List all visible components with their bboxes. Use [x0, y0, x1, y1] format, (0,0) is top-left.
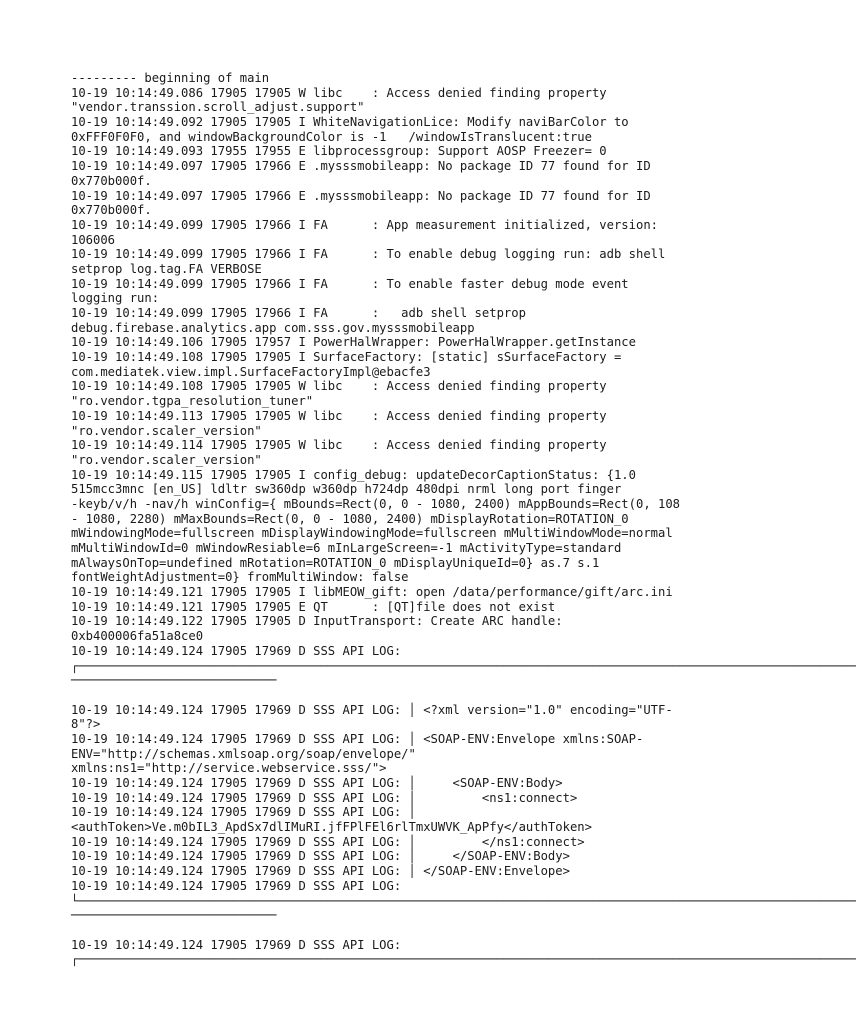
log-line: "vendor.transsion.scroll_adjust.support"	[71, 100, 365, 115]
blank-line	[71, 923, 711, 938]
log-line: --------- beginning of main	[71, 71, 270, 85]
log-line: 10-19 10:14:49.124 17905 17969 D SSS API LOG:	[71, 937, 402, 952]
log-line: mWindowingMode=fullscreen mDisplayWindowingMode=fullscreen mMultiWindowMode=normal	[71, 526, 673, 541]
box-border-line: ┌──────────────────────────────────────────────────────────────────────────────────────────────────────────	[71, 952, 856, 967]
log-line: ENV="http://schemas.xmlsoap.org/soap/envelope/"	[71, 746, 416, 761]
log-line: -keyb/v/h -nav/h winConfig={ mBounds=Rect(0, 0 - 1080, 2400) mAppBounds=Rect(0, 108	[71, 496, 681, 511]
box-border-line: ────────────────────────────	[71, 673, 277, 688]
log-line: 10-19 10:14:49.092 17905 17905 I WhiteNavigationLice: Modify naviBarColor to	[71, 115, 629, 130]
log-line: xmlns:ns1="http://service.webservice.sss/">	[71, 761, 387, 776]
log-line: - 1080, 2280) mMaxBounds=Rect(0, 0 - 1080, 2400) mDisplayRotation=ROTATION_0	[71, 511, 629, 526]
log-line: fontWeightAdjustment=0} fromMultiWindow: false	[71, 570, 409, 585]
log-line: 10-19 10:14:49.108 17905 17905 I SurfaceFactory: [static] sSurfaceFactory =	[71, 350, 622, 365]
log-line: setprop log.tag.FA VERBOSE	[71, 261, 262, 276]
log-line: "ro.vendor.scaler_version"	[71, 452, 262, 467]
log-line: com.mediatek.view.impl.SurfaceFactoryImpl@ebacfe3	[71, 364, 431, 379]
log-line: 10-19 10:14:49.124 17905 17969 D SSS API LOG:	[71, 878, 402, 893]
log-line: 10-19 10:14:49.121 17905 17905 I libMEOW_gift: open /data/performance/gift/arc.ini	[71, 585, 673, 600]
log-line: logging run:	[71, 291, 160, 306]
log-line: 10-19 10:14:49.124 17905 17969 D SSS API LOG: │ </SOAP-ENV:Body>	[71, 849, 570, 864]
box-border-line: └──────────────────────────────────────────────────────────────────────────────────────────────────────────	[71, 893, 856, 908]
log-line: 10-19 10:14:49.124 17905 17969 D SSS API LOG: │ <SOAP-ENV:Body>	[71, 776, 563, 790]
log-line: 10-19 10:14:49.106 17905 17957 I PowerHalWrapper: PowerHalWrapper.getInstance	[71, 335, 636, 350]
log-line: 10-19 10:14:49.093 17955 17955 E libprocessgroup: Support AOSP Freezer= 0	[71, 144, 607, 159]
log-line: 10-19 10:14:49.108 17905 17905 W libc : Access denied finding property	[71, 379, 607, 394]
log-line: 515mcc3mnc [en_US] ldltr sw360dp w360dp h724dp 480dpi nrml long port finger	[71, 482, 622, 497]
log-line: 10-19 10:14:49.124 17905 17969 D SSS API LOG:	[71, 643, 402, 658]
log-line: 10-19 10:14:49.122 17905 17905 D InputTransport: Create ARC handle:	[71, 614, 563, 629]
log-line: 10-19 10:14:49.124 17905 17969 D SSS API LOG: │ <SOAP-ENV:Envelope xmlns:SOAP-	[71, 731, 644, 746]
log-line: 10-19 10:14:49.097 17905 17966 E .mysssmobileapp: No package ID 77 found for ID	[71, 188, 651, 203]
log-line: 10-19 10:14:49.124 17905 17969 D SSS API LOG: │ </ns1:connect>	[71, 834, 585, 849]
log-line: 10-19 10:14:49.124 17905 17969 D SSS API LOG: │	[71, 805, 416, 820]
log-line: 10-19 10:14:49.099 17905 17966 I FA : To enable debug logging run: adb shell	[71, 247, 666, 262]
log-line: 10-19 10:14:49.124 17905 17969 D SSS API LOG: │ </SOAP-ENV:Envelope>	[71, 864, 570, 879]
box-border-line: ┌──────────────────────────────────────────────────────────────────────────────────────────────────────────	[71, 658, 856, 673]
log-line: 10-19 10:14:49.113 17905 17905 W libc : Access denied finding property	[71, 408, 607, 423]
log-line: 0xb400006fa51a8ce0	[71, 629, 204, 644]
log-line: 0xFFF0F0F0, and windowBackgroundColor is -1 /windowIsTranslucent:true	[71, 129, 592, 144]
log-line: 10-19 10:14:49.099 17905 17966 I FA : App measurement initialized, version:	[71, 217, 658, 232]
log-line: 10-19 10:14:49.121 17905 17905 E QT : [QT]file does not exist	[71, 599, 556, 614]
log-line: mAlwaysOnTop=undefined mRotation=ROTATION_0 mDisplayUniqueId=0} as.7 s.1	[71, 555, 600, 570]
log-line: 10-19 10:14:49.114 17905 17905 W libc : Access denied finding property	[71, 438, 607, 453]
blank-line	[71, 688, 711, 703]
log-line: mMultiWindowId=0 mWindowResiable=6 mInLargeScreen=-1 mActivityType=standard	[71, 541, 622, 555]
log-line: "ro.vendor.tgpa_resolution_tuner"	[71, 394, 314, 409]
log-line: debug.firebase.analytics.app com.sss.gov.mysssmobileapp	[71, 320, 475, 335]
log-line: "ro.vendor.scaler_version"	[71, 423, 262, 438]
log-line: 10-19 10:14:49.097 17905 17966 E .mysssmobileapp: No package ID 77 found for ID	[71, 159, 651, 174]
log-line: 10-19 10:14:49.099 17905 17966 I FA : adb shell setprop	[71, 306, 526, 320]
log-line: 10-19 10:14:49.086 17905 17905 W libc : Access denied finding property	[71, 85, 607, 100]
log-line: 10-19 10:14:49.124 17905 17969 D SSS API LOG: │ <ns1:connect>	[71, 790, 578, 805]
log-line: 8"?>	[71, 717, 101, 732]
log-line: 0x770b000f.	[71, 173, 152, 188]
log-line: <authToken>Ve.m0bIL3_ApdSx7dlIMuRI.jfFPlFEl6rlTmxUWVK_ApPfy</authToken>	[71, 820, 592, 835]
log-line: 0x770b000f.	[71, 203, 152, 218]
log-line: 10-19 10:14:49.099 17905 17966 I FA : To enable faster debug mode event	[71, 276, 629, 291]
log-line: 10-19 10:14:49.115 17905 17905 I config_debug: updateDecorCaptionStatus: {1.0	[71, 467, 636, 482]
box-border-line: ────────────────────────────	[71, 908, 277, 923]
log-line: 106006	[71, 232, 116, 247]
log-line: 10-19 10:14:49.124 17905 17969 D SSS API LOG: │ <?xml version="1.0" encoding="UTF-	[71, 702, 673, 717]
logcat-output	[71, 71, 856, 967]
